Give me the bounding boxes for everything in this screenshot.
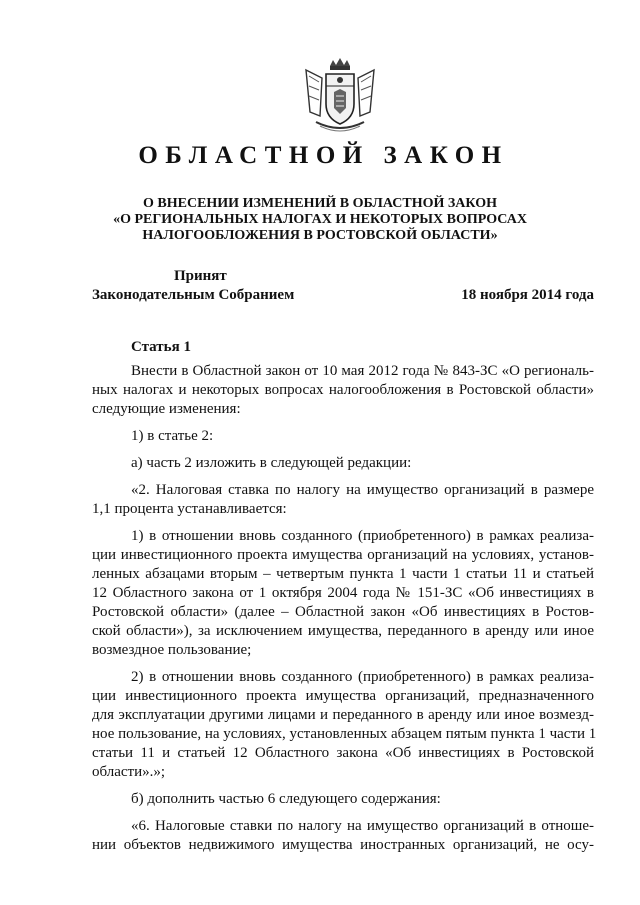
text-line: а) часть 2 изложить в следующей редакции: [131,455,412,471]
text-line: ции инвестиционного проекта имущества организаций, предназначенного [92,688,594,704]
text-line: «6. Налоговые ставки по налогу на имущество организаций в отноше- [131,818,594,834]
article-body [92,362,597,863]
law-title-line: НАЛОГООБЛОЖЕНИЯ В РОСТОВСКОЙ ОБЛАСТИ» [142,228,498,243]
law-title-line: «О РЕГИОНАЛЬНЫХ НАЛОГАХ И НЕКОТОРЫХ ВОПРОСАХ [113,212,527,227]
text-line: 1,1 процента устанавливается: [92,501,287,517]
text-line: 12 Областного закона от 1 октября 2004 года № 151-ЗС «Об инвестициях в [92,585,594,601]
text-line: 1) в статье 2: [131,428,214,444]
text-line: для эксплуатации другими лицами и переданного в аренду или иное возмезд- [92,707,594,723]
text-line: «2. Налоговая ставка по налогу на имущество организаций в размере [131,482,594,498]
document-type: ОБЛАСТНОЙ ЗАКОН [138,142,509,169]
paragraph [92,668,597,782]
text-line: 1) в отношении вновь созданного (приобретенного) в рамках реализа- [131,528,594,544]
text-line: 2) в отношении вновь созданного (приобретенного) в рамках реализа- [131,669,594,685]
text-line: следующие изменения: [92,401,241,417]
paragraph [92,481,594,519]
text-line: Ростовской области» (далее – Областной закон «Об инвестициях в Ростов- [92,604,594,620]
adopted-by: Законодательным Собранием [92,287,295,303]
text-line: ное пользование, на условиях, установленных абзацем пятым пункта 1 части 1 [92,726,597,742]
text-line: статьи 11 и статьей 12 Областного закона «Об инвестициях в Ростовской [92,745,594,761]
text-line: Внести в Областной закон от 10 мая 2012 года № 843-ЗС «О региональ- [131,363,594,379]
paragraph [92,427,594,446]
text-line: ской области»), за исключением имущества, переданного в аренду или иное [92,623,594,639]
law-title [0,196,640,244]
paragraph [92,527,594,660]
adopted-label: Принят [174,268,227,284]
paragraph [92,362,594,419]
text-line: нии объектов недвижимого имущества иностранных организаций, не осу- [92,837,594,853]
text-line: ленных абзацами вторым – четвертым пункта 1 части 1 статьи 11 и статьей [92,566,594,582]
paragraph [92,454,594,473]
law-title-line: О ВНЕСЕНИИ ИЗМЕНЕНИЙ В ОБЛАСТНОЙ ЗАКОН [143,196,497,211]
text-line: б) дополнить частью 6 следующего содержания: [131,791,441,807]
text-line: ции инвестиционного проекта имущества организаций на условиях, установ- [92,547,594,563]
adopted-date: 18 ноября 2014 года [461,287,594,303]
paragraph [92,790,594,809]
paragraph [92,817,594,855]
text-line: возмездное пользование; [92,642,252,658]
article-heading: Статья 1 [131,339,191,355]
text-line: области».»; [92,764,166,780]
text-line: ных налогах и некоторых вопросах налогообложения в Ростовской области» [92,382,594,398]
coat-of-arms-icon [300,56,380,136]
